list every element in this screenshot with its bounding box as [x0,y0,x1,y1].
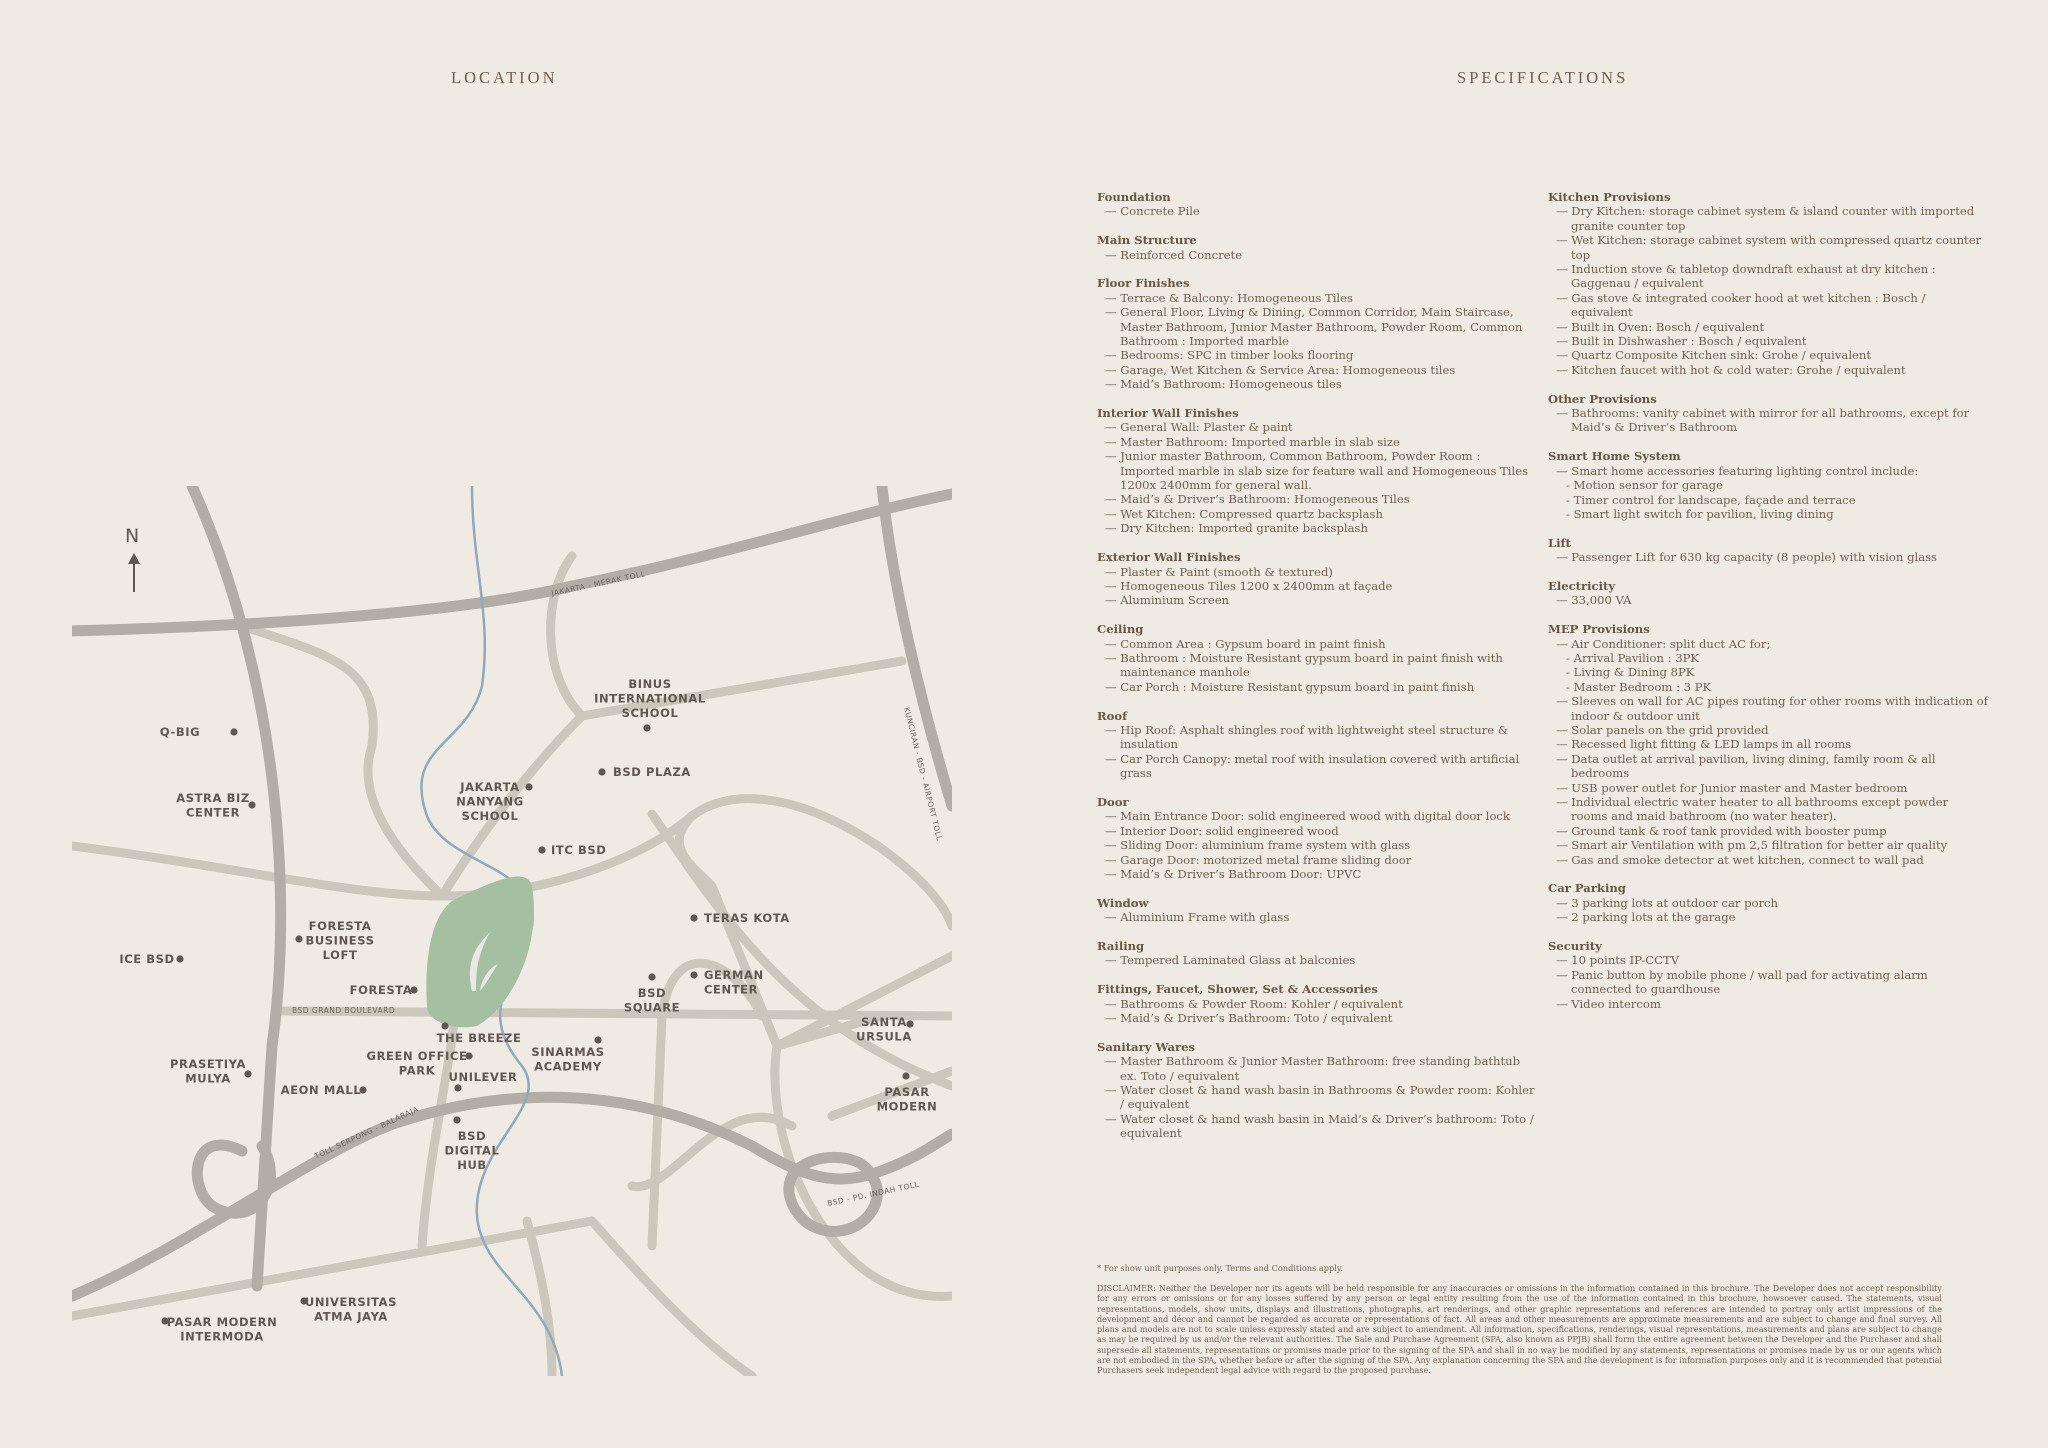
map-place-marker [690,914,697,921]
spec-section-window [1097,896,1537,925]
spec-section-title: Main Structure [1097,233,1197,248]
spec-section-floor-finishes [1097,276,1537,391]
spec-section-roof [1097,709,1537,781]
map-place-sinarmas [531,1036,604,1073]
spec-item: — 3 parking lots at outdoor car porch [1552,896,1988,910]
spec-section-door [1097,795,1537,881]
spec-item: — General Floor, Living & Dining, Common Corridor, Main Staircase, Master Bathroom, Junior Master Bathroom, Powder Room, Common Bathroom : Imported marble [1101,305,1537,348]
spec-sub-item: - Arrival Pavilion : 3PK [1552,651,1988,665]
map-place-marker [594,1036,601,1043]
north-arrow-icon [128,553,140,592]
spec-section-title: Lift [1548,535,1571,550]
spec-item: — Smart home accessories featuring lighting control include: [1552,464,1988,478]
spec-item: — Panic button by mobile phone / wall pad for activating alarm connected to guardhouse [1552,968,1988,997]
spec-item: — 33,000 VA [1552,593,1988,607]
spec-item: — Ground tank & roof tank provided with booster pump [1552,824,1988,838]
map-place-marker [230,728,237,735]
spec-section-fittings-faucet-shower-set-accessories [1097,982,1537,1025]
map-place-bsdplaza [598,765,691,779]
spec-item: — 2 parking lots at the garage [1552,910,1988,924]
spec-section-exterior-wall-finishes [1097,550,1537,608]
spec-section-lift [1548,536,1988,565]
map-place-label: CENTER [704,982,759,997]
map-place-label: BSD [457,1129,487,1143]
map-place-fbl [295,919,374,962]
map-place-label: PASAR MODERN [166,1315,278,1329]
spec-section-title: Other Provisions [1548,391,1657,406]
map-place-label: INTERNATIONAL [594,691,706,706]
map-place-label: SCHOOL [461,809,519,823]
spec-item: — USB power outlet for Junior master and Master bedroom [1552,781,1988,795]
spec-item: — Dry Kitchen: storage cabinet system & island counter with imported granite counter top [1552,204,1988,233]
map-place-label: CENTER [185,805,241,820]
spec-item: — Master Bathroom: Imported marble in slab size [1101,435,1537,449]
spec-section-ceiling [1097,622,1537,694]
map-place-marker [902,1072,909,1079]
map-place-marker [525,783,532,790]
spec-item: — Common Area : Gypsum board in paint finish [1101,637,1537,651]
spec-item: — Garage Door: motorized metal frame sliding door [1101,853,1537,867]
map-place-marker [244,1070,251,1077]
map-place-marker [295,935,302,942]
map-place-label: ICE BSD [119,952,175,966]
map-place-label: JAKARTA [460,780,520,794]
map-place-label: HUB [457,1158,487,1172]
map-place-label: URSULA [856,1029,912,1044]
map-place-label: ATMA JAYA [314,1309,388,1324]
map-place-label: GREEN OFFICE [366,1049,468,1063]
spec-sub-item: - Motion sensor for garage [1552,478,1988,492]
spec-section-title: Door [1097,794,1129,809]
map-place-label: PASAR [884,1085,930,1099]
spec-section-title: MEP Provisions [1548,622,1650,637]
spec-section-smart-home-system [1548,449,1988,521]
spec-item: — Car Porch Canopy: metal roof with insulation covered with artificial grass [1101,752,1537,781]
map-place-label: Q-BIG [159,725,201,739]
spec-section-title: Car Parking [1548,881,1626,896]
map-place-label: GERMAN [704,968,764,982]
map-place-marker [538,846,545,853]
spec-item: — Video intercom [1552,997,1988,1011]
spec-item: — Recessed light fitting & LED lamps in all rooms [1552,737,1988,751]
map-place-marker [906,1020,913,1027]
spec-section-security [1548,939,1988,1011]
spec-item: — Bedrooms: SPC in timber looks flooring [1101,348,1537,362]
spec-section-title: Floor Finishes [1097,276,1190,291]
north-label: N [125,525,140,547]
spec-item: — Water closet & hand wash basin in Maid’s & Driver’s bathroom: Toto / equivalent [1101,1112,1537,1141]
map-place-marker [453,1116,460,1123]
map-place-marker [643,724,650,731]
spec-item: — Sleeves on wall for AC pipes routing for other rooms with indication of indoor & outdoor unit [1552,694,1988,723]
spec-item: — Maid’s & Driver’s Bathroom: Homogeneous Tiles [1101,492,1537,506]
map-place-label: INTERMODA [180,1329,264,1344]
spec-section-other-provisions [1548,392,1988,435]
map-place-label: BINUS [628,677,672,691]
spec-section-foundation [1097,190,1537,219]
spec-item: — Wet Kitchen: Compressed quartz backsplash [1101,507,1537,521]
specifications-right-column [1548,190,1988,1025]
spec-item: — Homogeneous Tiles 1200 x 2400mm at façade [1101,579,1537,593]
map-place-label: SINARMAS [531,1045,605,1059]
spec-section-car-parking [1548,881,1988,924]
map-place-itc [538,843,606,857]
spec-item: — Master Bathroom & Junior Master Bathroom: free standing bathtub ex. Toto / equivalent [1101,1054,1537,1083]
spec-item: — Maid’s & Driver’s Bathroom: Toto / equivalent [1101,1011,1537,1025]
map-place-label: MODERN [876,1099,938,1114]
map-place-atmajaya [300,1295,397,1324]
map-place-marker [454,1084,461,1091]
spec-section-title: Railing [1097,938,1145,953]
spec-section-title: Foundation [1097,190,1171,204]
spec-item: — Built in Oven: Bosch / equivalent [1552,320,1988,334]
map-place-aeon [281,1083,367,1097]
spec-item: — Built in Dishwasher : Bosch / equivalent [1552,334,1988,348]
spec-section-railing [1097,939,1537,968]
spec-sub-item: - Living & Dining 8PK [1552,665,1988,679]
map-place-marker [598,768,605,775]
specifications-left-column [1097,190,1537,1155]
map-place-digitalhub [445,1116,500,1172]
map-place-label: FORESTA [308,919,372,933]
map-place-marker [648,973,655,980]
map-place-label: SCHOOL [621,706,679,720]
spec-item: — Aluminium Screen [1101,593,1537,607]
map-place-label: BSD [637,986,667,1000]
map-place-label: BUSINESS [305,933,375,948]
map-place-label: PARK [398,1063,436,1078]
spec-item: — Interior Door: solid engineered wood [1101,824,1537,838]
spec-item: — Dry Kitchen: Imported granite backsplash [1101,521,1537,535]
map-place-label: MULYA [185,1071,231,1086]
spec-item: — Bathrooms: vanity cabinet with mirror for all bathrooms, except for Maid’s & Driver’s Bathroom [1552,406,1988,435]
spec-section-title: Kitchen Provisions [1548,190,1671,204]
spec-item: — Sliding Door: aluminium frame system with glass [1101,838,1537,852]
spec-section-title: Ceiling [1097,622,1144,637]
spec-item: — Smart air Ventilation with pm 2,5 filtration for better air quality [1552,838,1988,852]
spec-item: — Main Entrance Door: solid engineered wood with digital door lock [1101,809,1537,823]
road-label-serpong-balaraja-toll: TOLL SERPONG - BALARAJA [313,1104,420,1161]
map-place-marker [690,971,697,978]
spec-item: — Junior master Bathroom, Common Bathroom, Powder Room : Imported marble in slab size for feature wall and Homogeneous Tiles 1200x 2400mm for general wall. [1101,449,1537,492]
spec-item: — Car Porch : Moisture Resistant gypsum board in paint finish [1101,680,1537,694]
map-place-binus [594,677,706,732]
map-place-unilever [449,1070,518,1092]
map-place-teras [690,911,789,925]
map-place-label: FORESTA [349,983,413,997]
map-place-label: SANTA [861,1015,907,1029]
footnote: * For show unit purposes only. Terms and Conditions apply. [1097,1263,1343,1273]
map-place-foresta [350,983,418,997]
spec-item: — Wet Kitchen: storage cabinet system with compressed quartz counter top [1552,233,1988,262]
spec-section-title: Roof [1097,708,1128,723]
spec-item: — Gas and smoke detector at wet kitchen, connect to wall pad [1552,853,1988,867]
spec-item: — Plaster & Paint (smooth & textured) [1101,565,1537,579]
map-place-intermoda [161,1315,277,1344]
map-place-marker [441,1022,448,1029]
map-place-label: UNILEVER [448,1070,518,1084]
spec-section-main-structure [1097,233,1537,262]
road-label-jakarta-merak-toll: JAKARTA - MERAK TOLL [550,569,647,598]
map-place-label: ITC BSD [551,843,607,857]
spec-item: — Solar panels on the grid provided [1552,723,1988,737]
spec-item: — Individual electric water heater to all bathrooms except powder rooms and maid bathroom (no water heater). [1552,795,1988,824]
road-label-pd-indah-toll: BSD - PD. INDAH TOLL [826,1179,920,1208]
map-place-label: BSD PLAZA [613,765,691,779]
map-place-label: THE BREEZE [436,1031,522,1045]
specifications-heading: SPECIFICATIONS [1457,68,1629,87]
map-place-label: DIGITAL [444,1143,500,1158]
spec-item: — Concrete Pile [1101,204,1537,218]
map-place-qbig [160,725,238,739]
spec-item: — Aluminium Frame with glass [1101,910,1537,924]
map-place-prasetiya [170,1057,252,1086]
spec-section-interior-wall-finishes [1097,406,1537,536]
spec-item: — Gas stove & integrated cooker hood at wet kitchen : Bosch / equivalent [1552,291,1988,320]
spec-item: — Maid’s Bathroom: Homogeneous tiles [1101,377,1537,391]
location-map [72,486,952,1376]
spec-sub-item: - Master Bedroom : 3 PK [1552,680,1988,694]
spec-section-title: Exterior Wall Finishes [1097,550,1241,565]
spec-sub-item: - Timer control for landscape, façade and terrace [1552,493,1988,507]
spec-item: — Water closet & hand wash basin in Bathrooms & Powder room: Kohler / equivalent [1101,1083,1537,1112]
location-heading: LOCATION [451,68,558,87]
map-place-label: TERAS KOTA [704,911,790,925]
map-place-label: AEON MALL [280,1083,362,1097]
map-place-santa [856,1015,913,1044]
spec-section-title: Fittings, Faucet, Shower, Set & Accessories [1097,982,1378,997]
spec-section-mep-provisions [1548,622,1988,867]
map-place-label: ACADEMY [534,1059,602,1074]
spec-item: — Induction stove & tabletop downdraft exhaust at dry kitchen : Gaggenau / equivalent [1552,262,1988,291]
spec-section-title: Interior Wall Finishes [1097,406,1239,421]
road-label-grand-boulevard: BSD GRAND BOULEVARD [292,1006,396,1015]
disclaimer: DISCLAIMER: Neither the Developer nor its agents will be held responsible for any inaccuracies or omissions in the information contained in this brochure. The Developer does not accept responsibility for any errors or omissions or for any losses suffered by any person or legal entity resulting from the use of the information contained in this brochure, howsoever caused. The statements, visual representations, models, show units, displays and illustrations, photographs, art renderings, and other graphic representations and references are intended to portray only artist impressions of the development and décor and cannot be regarded as accurate or representations of fact. All areas and other measurements are approximate measurements and are subject to change and final survey. All plans and models are not to scale unless expressly stated and are subject to amendment. All information, specifications, renderings, visual representations, measurements and plans are subject to change as may be required by us and/or the relevant authorities. The Sale and Purchase Agreement (SPA, also known as PPJB) shall form the entire agreement between the Developer and the Purchaser and shall supersede all statements, representations or promises made prior to the signing of the SPA and shall in no way be modified by any statements, representations or promises made by us or our agents which are not embodied in the SPA, whether before or after the signing of the SPA. Any explanation concerning the SPA and the development is for information purposes only and it is recommended that potential Purchasers seek independent legal advice with regard to the proposed purchase. [1097,1283,1942,1376]
spec-item: — General Wall: Plaster & paint [1101,420,1537,434]
road-label-kunciran-toll: KUNCIRAN - BSD - AIRPORT TOLL [902,706,945,842]
spec-item: — Kitchen faucet with hot & cold water: Grohe / equivalent [1552,363,1988,377]
map-place-label: UNIVERSITAS [304,1295,398,1309]
spec-item: — Quartz Composite Kitchen sink: Grohe / equivalent [1552,348,1988,362]
spec-item: — Bathrooms & Powder Room: Kohler / equivalent [1101,997,1537,1011]
spec-section-title: Smart Home System [1548,449,1681,464]
spec-item: — 10 points IP-CCTV [1552,953,1988,967]
map-place-german [690,968,763,997]
map-place-label: ASTRA BIZ [176,791,250,805]
map-place-icebsd [119,952,183,966]
spec-item: — Air Conditioner: split duct AC for; [1552,637,1988,651]
spec-section-electricity [1548,579,1988,608]
spec-item: — Tempered Laminated Glass at balconies [1101,953,1537,967]
spec-item: — Maid’s & Driver’s Bathroom Door: UPVC [1101,867,1537,881]
map-place-label: NANYANG [456,794,524,809]
map-place-label: LOFT [322,948,358,962]
spec-item: — Garage, Wet Kitchen & Service Area: Homogeneous tiles [1101,363,1537,377]
spec-section-title: Window [1097,895,1149,910]
map-place-label: PRASETIYA [170,1057,246,1071]
spec-item: — Data outlet at arrival pavilion, living dining, family room & all bedrooms [1552,752,1988,781]
spec-section-title: Sanitary Wares [1097,1039,1196,1054]
map-place-marker [176,955,183,962]
spec-section-title: Security [1548,939,1602,954]
spec-sub-item: - Smart light switch for pavilion, living dining [1552,507,1988,521]
spec-item: — Reinforced Concrete [1101,248,1537,262]
spec-section-kitchen-provisions [1548,190,1988,377]
spec-item: — Hip Roof: Asphalt shingles roof with lightweight steel structure & insulation [1101,723,1537,752]
spec-item: — Bathroom : Moisture Resistant gypsum board in paint finish with maintenance manhole [1101,651,1537,680]
map-place-label: SQUARE [623,1000,681,1015]
map-place-astra [176,791,255,820]
spec-item: — Terrace & Balcony: Homogeneous Tiles [1101,291,1537,305]
spec-item: — Passenger Lift for 630 kg capacity (8 people) with vision glass [1552,550,1988,564]
spec-section-sanitary-wares [1097,1040,1537,1141]
spec-section-title: Electricity [1548,578,1616,593]
